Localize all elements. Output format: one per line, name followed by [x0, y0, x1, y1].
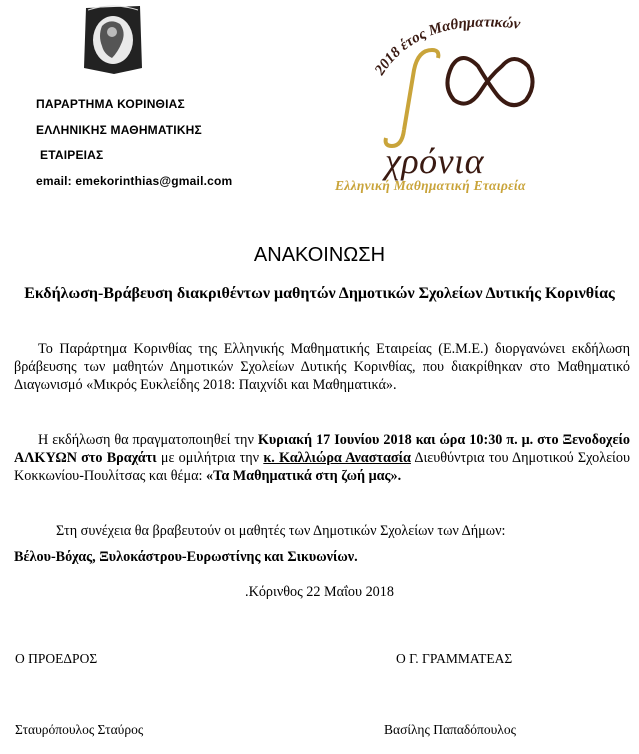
logo-society-name: Ελληνική Μαθηματική Εταιρεία — [335, 178, 526, 193]
contact-email: email: emekorinthias@gmail.com — [36, 174, 233, 188]
event-date-venue: Κυριακή 17 Ιουνίου 2018 και ώρα 10:30 π. μ. στο Ξενοδοχείο ΑΛΚΥΩΝ στο Βραχάτι — [14, 432, 630, 466]
paragraph-awards-text: Στη συνέχεια θα βραβευτούν οι μαθητές των Δημοτικών Σχολείων των Δήμων: — [56, 523, 506, 539]
talk-topic: «Τα Μαθηματικά στη ζωή μας». — [206, 468, 402, 484]
event-intro-text: Η εκδήλωση θα πραγματοποιηθεί την — [38, 432, 258, 448]
logo-years-word: χρόνια — [385, 141, 484, 181]
paragraph-event-details — [14, 431, 630, 485]
branch-name-line1: ΠΑΡΑΡΤΗΜΑ ΚΟΡΙΝΘΙΑΣ — [36, 97, 185, 111]
logo-arc-text: 2018 έτος Μαθηματικών — [371, 14, 522, 79]
paragraph-awards — [14, 522, 630, 540]
paragraph-intro-text: Το Παράρτημα Κορινθίας της Ελληνικής Μαθηματικής Εταιρείας (Ε.Μ.Ε.) διοργανώνει εκδήλωση βράβευσης των μαθητών Δημοτικών Σχολείων Δυτικής Κορινθίας, που διακρίθηκαν στο Μαθηματικό Διαγωνισμό «Μικρός Ευκλείδης 2018: Παιχνίδι και Μαθηματικά». — [14, 341, 630, 393]
president-name: Σταυρόπουλος Σταύρος — [15, 722, 144, 737]
announcement-subtitle: Εκδήλωση-Βράβευση διακριθέντων μαθητών Δημοτικών Σχολείων Δυτικής Κορινθίας — [24, 285, 615, 302]
speaker-role: Διευθύντρια του Δημοτικού Σχολείου Κοκκωνίου-Πουλίτσας και θέμα: — [14, 450, 630, 484]
speaker-intro-text: με ομιλήτρια την — [156, 450, 264, 466]
speaker-name: κ. Καλλιώρα Αναστασία — [263, 450, 411, 466]
society-seal-logo — [82, 2, 144, 76]
paragraph-intro — [14, 340, 630, 394]
document-date: .Κόρινθος 22 Μαΐου 2018 — [245, 584, 394, 600]
municipalities-list — [14, 548, 630, 566]
branch-name-line2: ΕΛΛΗΝΙΚΗΣ ΜΑΘΗΜΑΤΙΚΗΣ — [36, 123, 202, 137]
municipalities-text: Βέλου-Βόχας, Ξυλοκάστρου-Ευρωστίνης και Σικυωνίων. — [14, 549, 358, 565]
president-title: Ο ΠΡΟΕΔΡΟΣ — [15, 651, 98, 666]
announcement-title: ΑΝΑΚΟΙΝΩΣΗ — [253, 244, 386, 266]
secretary-title: Ο Γ. ΓΡΑΜΜΑΤΕΑΣ — [396, 651, 513, 666]
branch-name-line3: ΕΤΑΙΡΕΙΑΣ — [40, 148, 104, 162]
secretary-name: Βασίλης Παπαδόπουλος — [384, 722, 516, 737]
